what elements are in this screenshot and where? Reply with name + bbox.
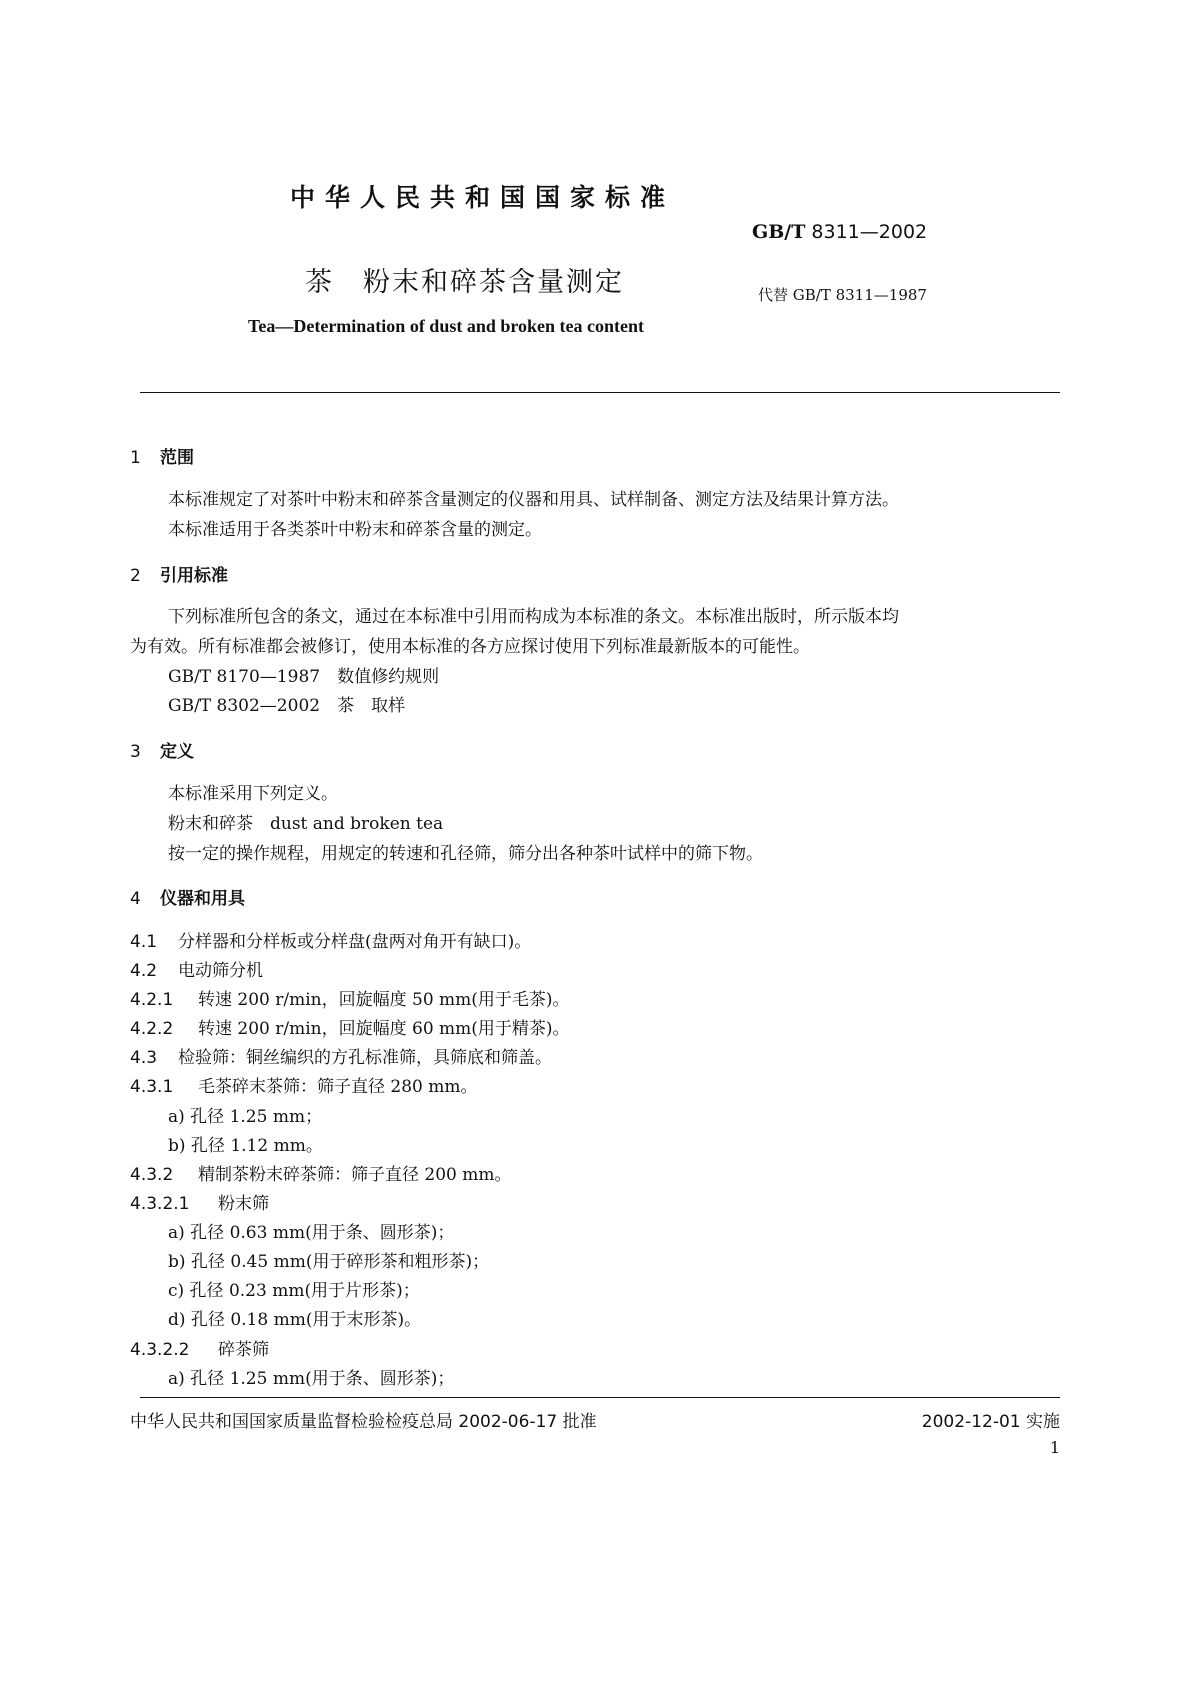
list-item: b) 孔径 1.12 mm。 — [168, 1136, 323, 1156]
clause-text: 精制茶粉末碎茶筛：筛子直径 200 mm。 — [198, 1165, 512, 1185]
clause-number: 4.2 — [130, 961, 158, 981]
clause-4-3-2-2 — [130, 1335, 269, 1360]
clause-text: 电动筛分机 — [178, 961, 263, 981]
clause-4-1 — [130, 927, 531, 952]
paragraph: 本标准适用于各类茶叶中粉末和碎茶含量的测定。 — [168, 520, 542, 540]
section-number: 1 — [130, 448, 141, 468]
list-item: b) 孔径 0.45 mm(用于碎形茶和粗形茶)； — [168, 1252, 490, 1272]
clause-number: 4.3.2.2 — [130, 1340, 190, 1360]
clause-4-2-2 — [130, 1014, 570, 1039]
footer-rule — [140, 1397, 1060, 1398]
clause-text: 检验筛：铜丝编织的方孔标准筛，具筛底和筛盖。 — [178, 1048, 552, 1068]
section-title: 仪器和用具 — [160, 889, 245, 909]
clause-number: 4.2.1 — [130, 990, 174, 1010]
list-item: a) 孔径 1.25 mm(用于条、圆形茶)； — [168, 1369, 455, 1389]
replaces-standard: 代替 GB/T 8311—1987 — [758, 286, 927, 304]
paragraph: 下列标准所包含的条文，通过在本标准中引用而构成为本标准的条文。本标准出版时，所示版本均 — [168, 607, 899, 627]
document-title-en: Tea—Determination of dust and broken tea content — [248, 316, 645, 336]
section-title: 引用标准 — [160, 566, 228, 586]
paragraph: 本标准采用下列定义。 — [168, 784, 338, 804]
clause-number: 4.3.1 — [130, 1077, 174, 1097]
standard-number-value: 8311—2002 — [811, 221, 928, 243]
clause-number: 4.3.2 — [130, 1165, 174, 1185]
reference-standard: GB/T 8170—1987 数值修约规则 — [168, 667, 440, 687]
section-number: 3 — [130, 742, 141, 762]
clause-4-2 — [130, 956, 263, 981]
clause-text: 粉末筛 — [218, 1194, 269, 1214]
paragraph-continued: 为有效。所有标准都会被修订，使用本标准的各方应探讨使用下列标准最新版本的可能性。 — [130, 637, 810, 657]
page-number: 1 — [1049, 1438, 1060, 1457]
issuing-authority: 中华人民共和国国家质量监督检验检疫总局 2002-06-17 批准 — [130, 1412, 597, 1432]
clause-4-2-1 — [130, 985, 570, 1010]
definition-term: 粉末和碎茶 dust and broken tea — [168, 814, 444, 834]
definition-text: 按一定的操作规程，用规定的转速和孔径筛，筛分出各种茶叶试样中的筛下物。 — [168, 844, 763, 864]
section-title: 范围 — [160, 448, 194, 468]
section-number: 2 — [130, 566, 141, 586]
list-item: d) 孔径 0.18 mm(用于末形茶)。 — [168, 1310, 422, 1330]
section-2-heading — [130, 561, 228, 586]
header-rule — [140, 392, 1060, 393]
clause-number: 4.2.2 — [130, 1019, 174, 1039]
section-3-heading — [130, 737, 194, 762]
section-title: 定义 — [160, 742, 194, 762]
implementation-date: 2002-12-01 实施 — [921, 1412, 1060, 1432]
clause-4-3-2-1 — [130, 1189, 269, 1214]
standard-number — [752, 221, 927, 243]
document-title-cn: 茶 粉末和碎茶含量测定 — [305, 267, 624, 298]
clause-text: 转速 200 r/min，回旋幅度 50 mm(用于毛茶)。 — [198, 990, 570, 1010]
list-item: a) 孔径 0.63 mm(用于条、圆形茶)； — [168, 1223, 455, 1243]
clause-text: 碎茶筛 — [218, 1340, 269, 1360]
clause-text: 分样器和分样板或分样盘(盘两对角开有缺口)。 — [178, 932, 532, 952]
paragraph: 本标准规定了对茶叶中粉末和碎茶含量测定的仪器和用具、试样制备、测定方法及结果计算方法。 — [168, 490, 899, 510]
national-standard-heading: 中华人民共和国国家标准 — [290, 183, 676, 212]
clause-text: 毛茶碎末茶筛：筛子直径 280 mm。 — [198, 1077, 478, 1097]
clause-text: 转速 200 r/min，回旋幅度 60 mm(用于精茶)。 — [198, 1019, 570, 1039]
section-number: 4 — [130, 889, 141, 909]
clause-number: 4.1 — [130, 932, 158, 952]
section-1-heading — [130, 443, 194, 468]
clause-4-3-1 — [130, 1072, 478, 1097]
reference-standard: GB/T 8302—2002 茶 取样 — [168, 696, 406, 716]
clause-4-3-2 — [130, 1160, 512, 1185]
standard-prefix: GB/T — [752, 221, 806, 243]
list-item: c) 孔径 0.23 mm(用于片形茶)； — [168, 1281, 420, 1301]
clause-number: 4.3 — [130, 1048, 158, 1068]
clause-4-3 — [130, 1043, 552, 1068]
list-item: a) 孔径 1.25 mm； — [168, 1107, 323, 1127]
clause-number: 4.3.2.1 — [130, 1194, 190, 1214]
section-4-heading — [130, 884, 245, 909]
